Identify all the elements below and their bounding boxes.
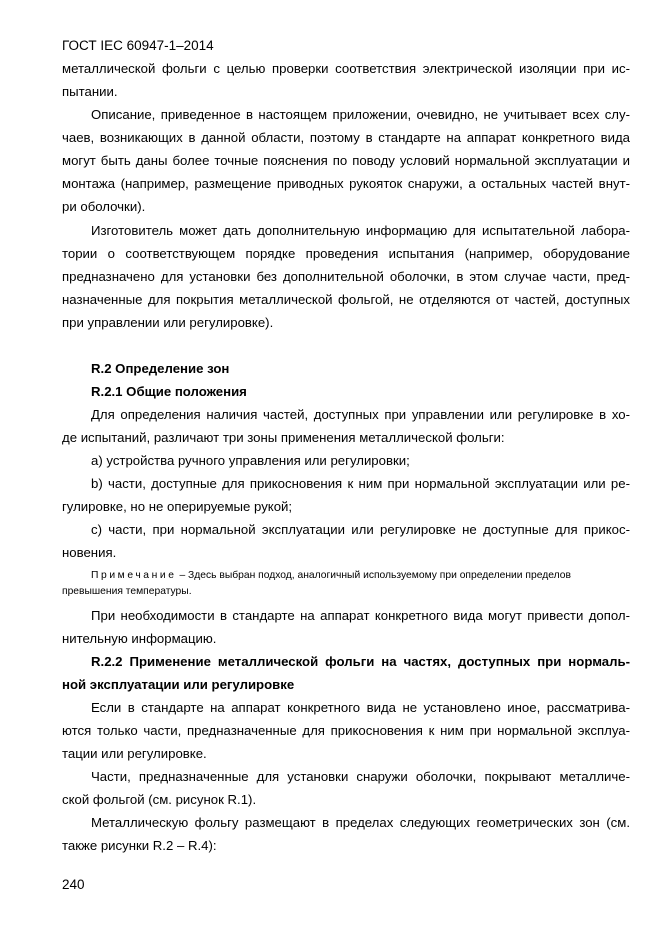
text-line: новения. — [62, 545, 117, 560]
text-line: ются только части, предназначенные для прикосновения к ним при нормальной эксплуа- — [62, 723, 630, 738]
text-line: также рисунки R.2 – R.4): — [62, 838, 217, 853]
text-line: Если в стандарте на аппарат конкретного вида не установлено иное, рассматрива- — [91, 700, 630, 715]
text-line: При необходимости в стандарте на аппарат конкретного вида могут привести допол- — [91, 608, 630, 623]
text-line: монтажа (например, размещение приводных рукояток снаружи, а остальных частей внут- — [62, 176, 630, 191]
page-number: 240 — [62, 877, 85, 892]
text-line: пытании. — [62, 84, 118, 99]
subsection-heading: R.2.1 Общие положения — [91, 384, 247, 399]
text-line: нительную информацию. — [62, 631, 217, 646]
text-line: ской фольгой (см. рисунок R.1). — [62, 792, 257, 807]
subsection-heading: R.2.2 Применение металлической фольги на частях, доступных при нормаль- — [91, 654, 630, 669]
text-line: Части, предназначенные для установки снаружи оболочки, покрывают металличе- — [91, 769, 630, 784]
text-line: Для определения наличия частей, доступных при управлении или регулировке в хо- — [91, 407, 630, 422]
text-line: Изготовитель может дать дополнительную информацию для испытательной лабора- — [91, 223, 630, 238]
note-label: Примечание — [91, 570, 177, 581]
list-item-a: а) устройства ручного управления или регулировки; — [91, 453, 410, 468]
note — [91, 569, 630, 583]
section-heading: R.2 Определение зон — [91, 361, 230, 376]
text-line: предназначено для установки без дополнительной оболочки, в этом случае части, пред- — [62, 269, 630, 284]
text-line: металлической фольги с целью проверки соответствия электрической изоляции при ис- — [62, 61, 630, 76]
text-line: назначенные для покрытия металлической фольгой, не отделяются от частей, доступных — [62, 292, 630, 307]
text-line: тории о соответствующем порядке проведения испытания (например, оборудование — [62, 246, 630, 261]
text-line: Описание, приведенное в настоящем приложении, очевидно, не учитывает всех слу- — [91, 107, 630, 122]
text-line: гулировке, но не оперируемые рукой; — [62, 499, 293, 514]
text-line: ри оболочки). — [62, 199, 146, 214]
text-line: Металлическую фольгу размещают в пределах следующих геометрических зон (см. — [91, 815, 630, 830]
list-item-c: c) части, при нормальной эксплуатации или регулировке не доступные для прикос- — [91, 522, 630, 537]
subsection-heading-continuation: ной эксплуатации или регулировке — [62, 677, 295, 692]
text-line: могут быть даны более точные пояснения по поводу условий нормальной эксплуатации и — [62, 153, 630, 168]
text-line: тации или регулировке. — [62, 746, 207, 761]
text-line: чаев, возникающих в данной области, поэтому в стандарте на аппарат конкретного вида — [62, 130, 630, 145]
document-header: ГОСТ IEC 60947-1–2014 — [62, 38, 214, 53]
text-line: де испытаний, различают три зоны применения металлической фольги: — [62, 430, 505, 445]
list-item-b: b) части, доступные для прикосновения к ним при нормальной эксплуатации или ре- — [91, 476, 630, 491]
note-text: – Здесь выбран подход, аналогичный используемому при определении пределов — [176, 570, 571, 581]
note-continuation: превышения температуры. — [62, 586, 192, 597]
text-line: при управлении или регулировке). — [62, 315, 274, 330]
